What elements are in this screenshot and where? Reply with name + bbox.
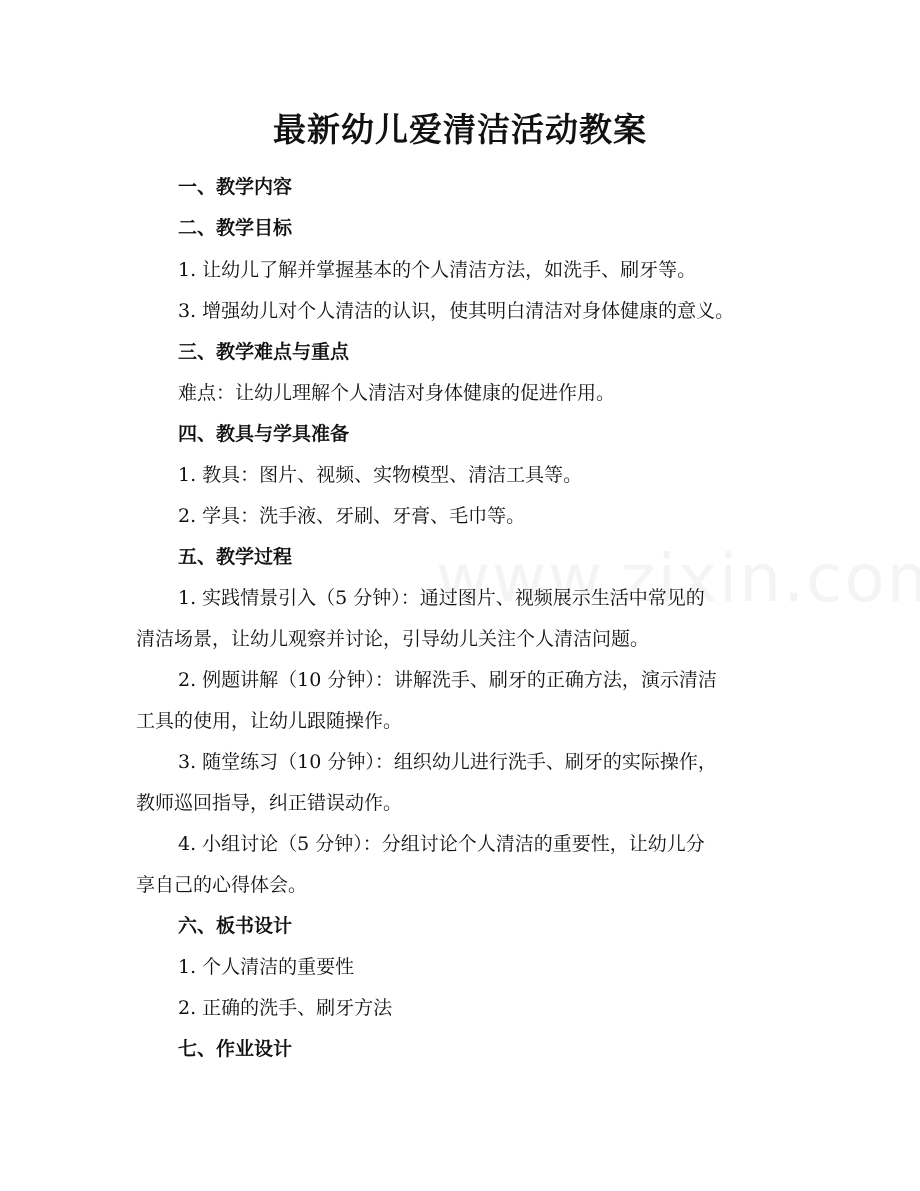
document-title: 最新幼儿爱清洁活动教案 bbox=[273, 110, 647, 149]
material-item: 1. 教具：图片、视频、实物模型、清洁工具等。 bbox=[178, 464, 583, 486]
process-item-continuation: 清洁场景，让幼儿观察并讨论，引导幼儿关注个人清洁问题。 bbox=[136, 628, 650, 650]
section-heading-process: 五、教学过程 bbox=[178, 546, 293, 568]
process-item-continuation: 教师巡回指导，纠正错误动作。 bbox=[136, 792, 403, 814]
board-item: 2. 正确的洗手、刷牙方法 bbox=[178, 997, 393, 1019]
process-item-continuation: 享自己的心得体会。 bbox=[136, 874, 308, 896]
section-heading-teaching-content: 一、教学内容 bbox=[178, 176, 293, 198]
process-item-first-line: 2. 例题讲解（10 分钟）：讲解洗手、刷牙的正确方法，演示清洁 bbox=[178, 669, 717, 691]
section-heading-materials: 四、教具与学具准备 bbox=[178, 423, 350, 445]
process-item-first-line: 1. 实践情景引入（5 分钟）：通过图片、视频展示生活中常见的 bbox=[178, 587, 705, 609]
process-item-continuation: 工具的使用，让幼儿跟随操作。 bbox=[136, 710, 403, 732]
process-item-first-line: 4. 小组讨论（5 分钟）：分组讨论个人清洁的重要性，让幼儿分 bbox=[178, 833, 705, 855]
section-heading-difficulties: 三、教学难点与重点 bbox=[178, 341, 350, 363]
section-heading-homework: 七、作业设计 bbox=[178, 1038, 293, 1060]
goal-item: 1. 让幼儿了解并掌握基本的个人清洁方法，如洗手、刷牙等。 bbox=[178, 259, 697, 281]
section-heading-teaching-goals: 二、教学目标 bbox=[178, 217, 293, 239]
difficulty-item: 难点：让幼儿理解个人清洁对身体健康的促进作用。 bbox=[178, 382, 616, 404]
section-heading-board-design: 六、板书设计 bbox=[178, 915, 293, 937]
board-item: 1. 个人清洁的重要性 bbox=[178, 956, 355, 978]
goal-item: 3. 增强幼儿对个人清洁的认识，使其明白清洁对身体健康的意义。 bbox=[178, 300, 735, 322]
process-item-first-line: 3. 随堂练习（10 分钟）：组织幼儿进行洗手、刷牙的实际操作， bbox=[178, 751, 717, 773]
material-item: 2. 学具：洗手液、牙刷、牙膏、毛巾等。 bbox=[178, 505, 526, 527]
